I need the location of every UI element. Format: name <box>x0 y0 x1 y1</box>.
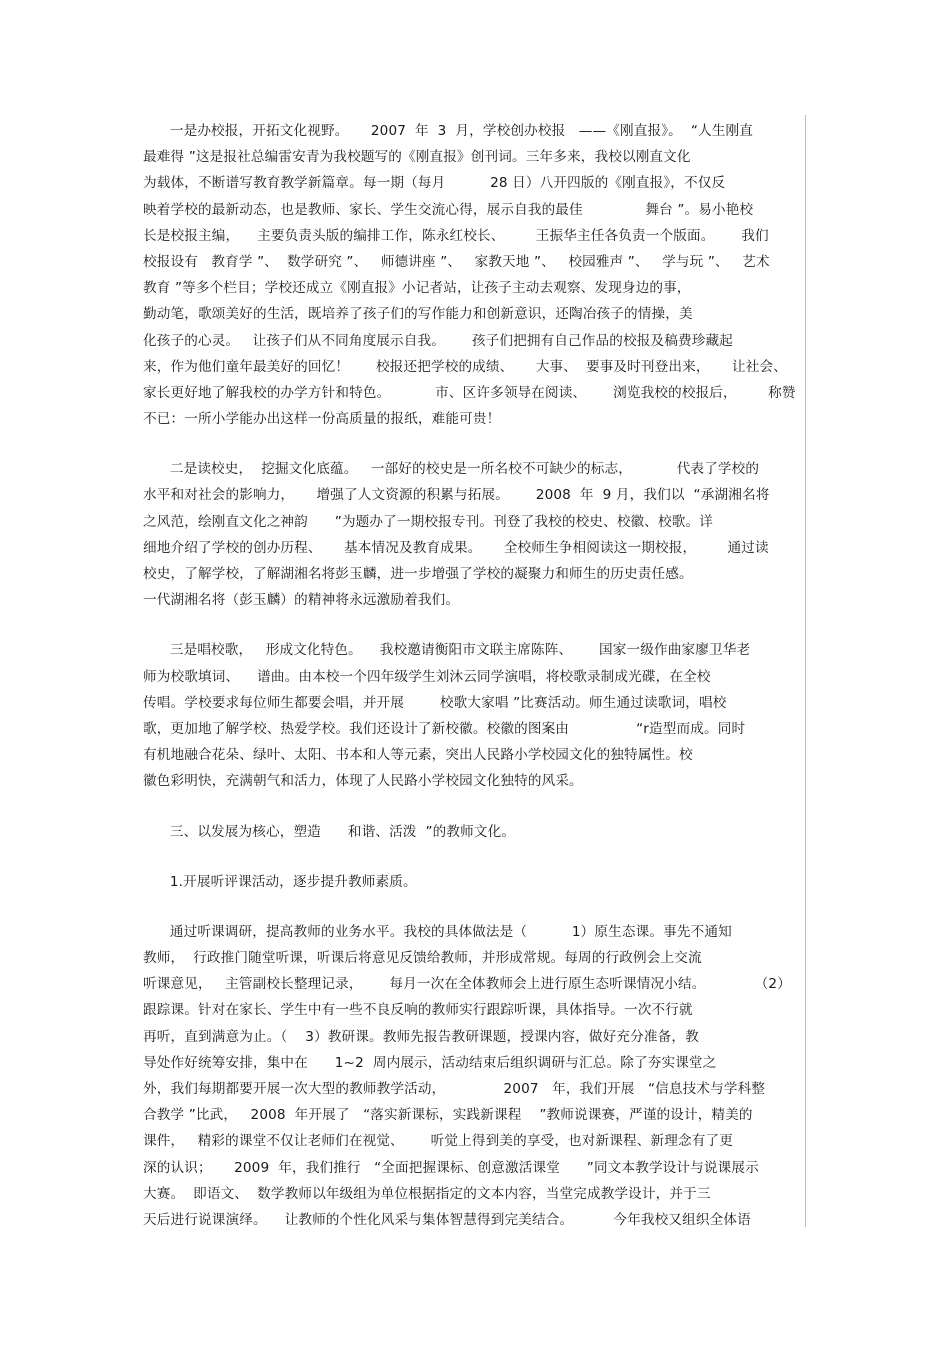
text-line: 一代湖湘名将（彭玉麟）的精神将永远激励着我们。 <box>143 592 460 609</box>
paragraph <box>143 919 811 1233</box>
paragraph <box>143 869 811 895</box>
text-line: 外，我们每期都要开展一次大型的教师教学活动， 2007 年，我们开展 “信息技术与学科整 <box>143 1081 766 1097</box>
text-line: 师为校歌填词、 谱曲。由本校一个四年级学生刘沐云同学演唱，将校歌录制成光碟，在全校 <box>143 668 711 685</box>
text-line: 家长更好地了解我校的办学方针和特色。 市、区许多领导在阅读、 浏览我校的校报后， 称赞 <box>143 384 796 401</box>
text-line: 合教学 ”比武， 2008 年开展了 “落实新课标，实践新课程 ”教师说课赛，严谨的设计，精美的 <box>143 1107 753 1124</box>
text-line: 最难得 ”这是报社总编雷安青为我校题写的《刚直报》创刊词。三年多来，我校以刚直文化 <box>143 149 691 166</box>
paragraph-gap <box>143 613 811 637</box>
text-line: 映着学校的最新动态，也是教师、家长、学生交流心得，展示自我的最佳 舞台 ”。易小艳校 <box>143 201 754 218</box>
text-line: 传唱。学校要求每位师生都要会唱，并开展 校歌大家唱 ”比赛活动。师生通过读歌词，唱校 <box>143 694 727 711</box>
text-line: 化孩子的心灵。 让孩子们从不同角度展示自我。 孩子们把拥有自己作品的校报及稿费珍藏起 <box>143 332 733 349</box>
text-line: 再听，直到满意为止。（ 3）教研课。教师先报告教研课题，授课内容，做好充分准备，教 <box>143 1028 699 1045</box>
text-line: 一是办校报，开拓文化视野。 2007 年 3 月，学校创办校报 ——《刚直报》。 “人生刚直 <box>143 123 754 139</box>
text-line: 歌，更加地了解学校、热爱学校。我们还设计了新校徽。校徽的图案由 “r造型而成。同时 <box>143 720 746 737</box>
paragraph-gap <box>143 845 811 869</box>
text-line: 不已：一所小学能办出这样一份高质量的报纸，难能可贵！ <box>143 411 501 428</box>
text-line: 校史，了解学校，了解湖湘名将彭玉麟，进一步增强了学校的凝聚力和师生的历史责任感。 <box>143 566 693 582</box>
paragraph-gap <box>143 795 811 819</box>
text-line: 课件， 精彩的课堂不仅让老师们在视觉、 听觉上得到美的享受，也对新课程、新理念有了更 <box>143 1133 733 1150</box>
paragraph <box>143 819 811 845</box>
text-line: 跟踪课。针对在家长、学生中有一些不良反响的教师实行跟踪听课，具体指导。一次不行就 <box>143 1002 693 1019</box>
document-body <box>143 118 811 1233</box>
text-line: 之风范，绘刚直文化之神韵 ”为题办了一期校报专刊。刊登了我校的校史、校徽、校歌。详 <box>143 513 714 530</box>
text-line: 教师， 行政推门随堂听课，听课后将意见反馈给教师，并形成常规。每周的行政例会上交流 <box>143 950 702 967</box>
text-line: 徽色彩明快，充满朝气和活力，体现了人民路小学校园文化独特的风采。 <box>143 773 583 790</box>
text-line: 大赛。 即语文、 数学教师以年级组为单位根据指定的文本内容，当堂完成教学设计，并于三 <box>143 1185 711 1202</box>
text-line: 三、以发展为核心，塑造 和谐、活泼 ”的教师文化。 <box>143 823 516 840</box>
text-line: 教育 ”等多个栏目；学校还成立《刚直报》小记者站，让孩子主动去观察、发现身边的事， <box>143 280 691 297</box>
text-line: 天后进行说课演绎。 让教师的个性化风采与集体智慧得到完美结合。 今年我校又组织全体语 <box>143 1211 751 1228</box>
paragraph <box>143 456 811 613</box>
text-line: 深的认识； 2009 年，我们推行 “全面把握课标、创意激活课堂 ”同文本教学设计与说课展示 <box>143 1159 759 1176</box>
text-line: 1.开展听评课活动，逐步提升教师素质。 <box>143 873 417 890</box>
text-line: 听课意见， 主管副校长整理记录， 每月一次在全体教师会上进行原生态听课情况小结。 （2） <box>143 976 791 993</box>
text-line: 长是校报主编， 主要负责头版的编排工作，陈永红校长、 王振华主任各负责一个版面。 我们 <box>143 227 769 244</box>
text-line: 二是读校史， 挖掘文化底蕴。 一部好的校史是一所名校不可缺少的标志， 代表了学校的 <box>143 461 760 478</box>
text-line: 校报设有 教育学 ”、 数学研究 ”、 师德讲座 ”、 家教天地 ”、 校园雅声 ”、 学与玩 ”、 艺术 <box>143 253 770 270</box>
text-line: 导处作好统筹安排，集中在 1~2 周内展示，活动结束后组织调研与汇总。除了夯实课堂之 <box>143 1054 717 1071</box>
text-line: 细地介绍了学校的创办历程、 基本情况及教育成果。 全校师生争相阅读这一期校报， 通过读 <box>143 539 769 556</box>
text-line: 勤动笔，歌颂美好的生活，既培养了孩子们的写作能力和创新意识，还陶冶孩子的情操，美 <box>143 306 693 323</box>
text-line: 通过听课调研，提高教师的业务水平。我校的具体做法是（ 1）原生态课。事先不通知 <box>143 923 732 940</box>
text-line: 水平和对社会的影响力， 增强了人文资源的积累与拓展。 2008 年 9 月，我们以 “承湖湘名将 <box>143 487 770 504</box>
text-line: 为载体，不断谱写教育教学新篇章。每一期（每月 28 日）八开四版的《刚直报》，不仅反 <box>143 175 726 192</box>
paragraph <box>143 118 811 432</box>
text-line: 三是唱校歌， 形成文化特色。 我校邀请衡阳市文联主席陈阵、 国家一级作曲家廖卫华老 <box>143 642 751 659</box>
text-line: 有机地融合花朵、绿叶、太阳、书本和人等元素，突出人民路小学校园文化的独特属性。校 <box>143 747 693 764</box>
paragraph <box>143 637 811 794</box>
text-line: 来，作为他们童年最美好的回忆！ 校报还把学校的成绩、 大事、 要事及时刊登出来， 让社会、 <box>143 358 787 375</box>
paragraph-gap <box>143 895 811 919</box>
paragraph-gap <box>143 432 811 456</box>
